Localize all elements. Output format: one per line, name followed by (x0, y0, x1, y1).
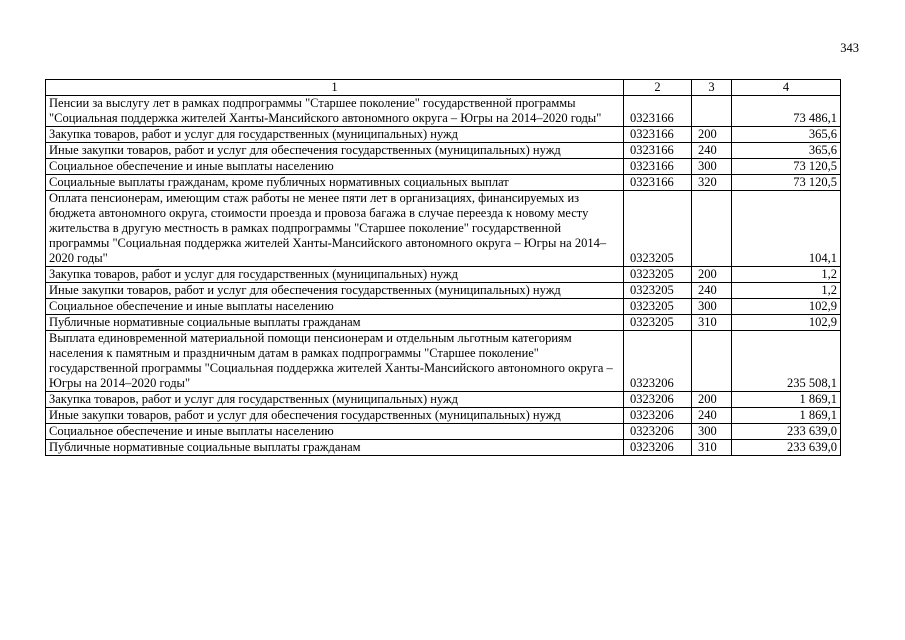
row-description: Социальное обеспечение и иные выплаты населению (46, 159, 624, 175)
row-amount: 73 120,5 (732, 175, 841, 191)
table-row (46, 159, 841, 175)
row-amount: 365,6 (732, 127, 841, 143)
row-amount: 102,9 (732, 299, 841, 315)
row-amount: 233 639,0 (732, 424, 841, 440)
table-row (46, 408, 841, 424)
row-amount: 1 869,1 (732, 392, 841, 408)
row-expense-type: 320 (692, 175, 732, 191)
row-expense-type: 240 (692, 408, 732, 424)
row-description: Иные закупки товаров, работ и услуг для обеспечения государственных (муниципальных) нужд (46, 143, 624, 159)
row-amount: 73 120,5 (732, 159, 841, 175)
row-target-code: 0323166 (624, 159, 692, 175)
row-target-code: 0323206 (624, 408, 692, 424)
table-header-row (46, 80, 841, 96)
row-target-code: 0323205 (624, 191, 692, 267)
row-target-code: 0323205 (624, 267, 692, 283)
table-row (46, 191, 841, 267)
row-description: Закупка товаров, работ и услуг для государственных (муниципальных) нужд (46, 127, 624, 143)
table-row (46, 283, 841, 299)
budget-table (45, 79, 841, 456)
row-expense-type: 240 (692, 143, 732, 159)
column-header-3: 3 (692, 80, 732, 96)
row-expense-type: 300 (692, 159, 732, 175)
page-number: 343 (840, 41, 859, 55)
row-amount: 233 639,0 (732, 440, 841, 456)
row-description: Социальные выплаты гражданам, кроме публичных нормативных социальных выплат (46, 175, 624, 191)
row-target-code: 0323205 (624, 299, 692, 315)
row-expense-type (692, 191, 732, 267)
row-description: Социальное обеспечение и иные выплаты населению (46, 424, 624, 440)
row-description: Оплата пенсионерам, имеющим стаж работы не менее пяти лет в организациях, финансируемых из бюджета автономного округа, стоимости проезда и провоза багажа в случае переезда к новому месту жительства в другую местность в рамках подпрограммы "Старшее поколение" государственной программы "Социальная поддержка жителей Ханты-Мансийского автономного округа – Югры на 2014–2020 годы" (46, 191, 624, 267)
column-header-2: 2 (624, 80, 692, 96)
row-target-code: 0323206 (624, 440, 692, 456)
row-description: Пенсии за выслугу лет в рамках подпрограммы "Старшее поколение" государственной программы "Социальная поддержка жителей Ханты-Мансийского автономного округа – Югры на 2014–2020 годы" (46, 96, 624, 127)
table-row (46, 175, 841, 191)
row-description: Иные закупки товаров, работ и услуг для обеспечения государственных (муниципальных) нужд (46, 283, 624, 299)
table-row (46, 299, 841, 315)
table-row (46, 315, 841, 331)
row-expense-type: 200 (692, 127, 732, 143)
table-row (46, 127, 841, 143)
row-description: Социальное обеспечение и иные выплаты населению (46, 299, 624, 315)
row-amount: 1,2 (732, 283, 841, 299)
row-expense-type: 240 (692, 283, 732, 299)
row-target-code: 0323166 (624, 175, 692, 191)
column-header-1: 1 (46, 80, 624, 96)
row-expense-type: 310 (692, 440, 732, 456)
row-description: Публичные нормативные социальные выплаты гражданам (46, 315, 624, 331)
row-target-code: 0323206 (624, 424, 692, 440)
row-amount: 104,1 (732, 191, 841, 267)
table-row (46, 424, 841, 440)
row-amount: 1 869,1 (732, 408, 841, 424)
row-expense-type: 200 (692, 392, 732, 408)
row-expense-type: 300 (692, 299, 732, 315)
table-row (46, 331, 841, 392)
row-target-code: 0323166 (624, 127, 692, 143)
row-expense-type: 200 (692, 267, 732, 283)
row-amount: 235 508,1 (732, 331, 841, 392)
row-target-code: 0323166 (624, 96, 692, 127)
table-row (46, 96, 841, 127)
row-expense-type (692, 331, 732, 392)
row-target-code: 0323205 (624, 283, 692, 299)
row-amount: 1,2 (732, 267, 841, 283)
row-target-code: 0323206 (624, 331, 692, 392)
row-target-code: 0323166 (624, 143, 692, 159)
row-expense-type: 310 (692, 315, 732, 331)
row-amount: 102,9 (732, 315, 841, 331)
table-row (46, 392, 841, 408)
row-description: Выплата единовременной материальной помощи пенсионерам и отдельным льготным категориям населения к памятным и праздничным датам в рамках подпрограммы "Старшее поколение" государственной программы "Социальная поддержка жителей Ханты-Мансийского автономного округа – Югры на 2014–2020 годы" (46, 331, 624, 392)
row-description: Закупка товаров, работ и услуг для государственных (муниципальных) нужд (46, 267, 624, 283)
table-row (46, 440, 841, 456)
row-description: Закупка товаров, работ и услуг для государственных (муниципальных) нужд (46, 392, 624, 408)
table-row (46, 143, 841, 159)
row-expense-type (692, 96, 732, 127)
row-expense-type: 300 (692, 424, 732, 440)
row-amount: 73 486,1 (732, 96, 841, 127)
table-row (46, 267, 841, 283)
row-target-code: 0323205 (624, 315, 692, 331)
row-amount: 365,6 (732, 143, 841, 159)
column-header-4: 4 (732, 80, 841, 96)
row-target-code: 0323206 (624, 392, 692, 408)
row-description: Иные закупки товаров, работ и услуг для обеспечения государственных (муниципальных) нужд (46, 408, 624, 424)
row-description: Публичные нормативные социальные выплаты гражданам (46, 440, 624, 456)
